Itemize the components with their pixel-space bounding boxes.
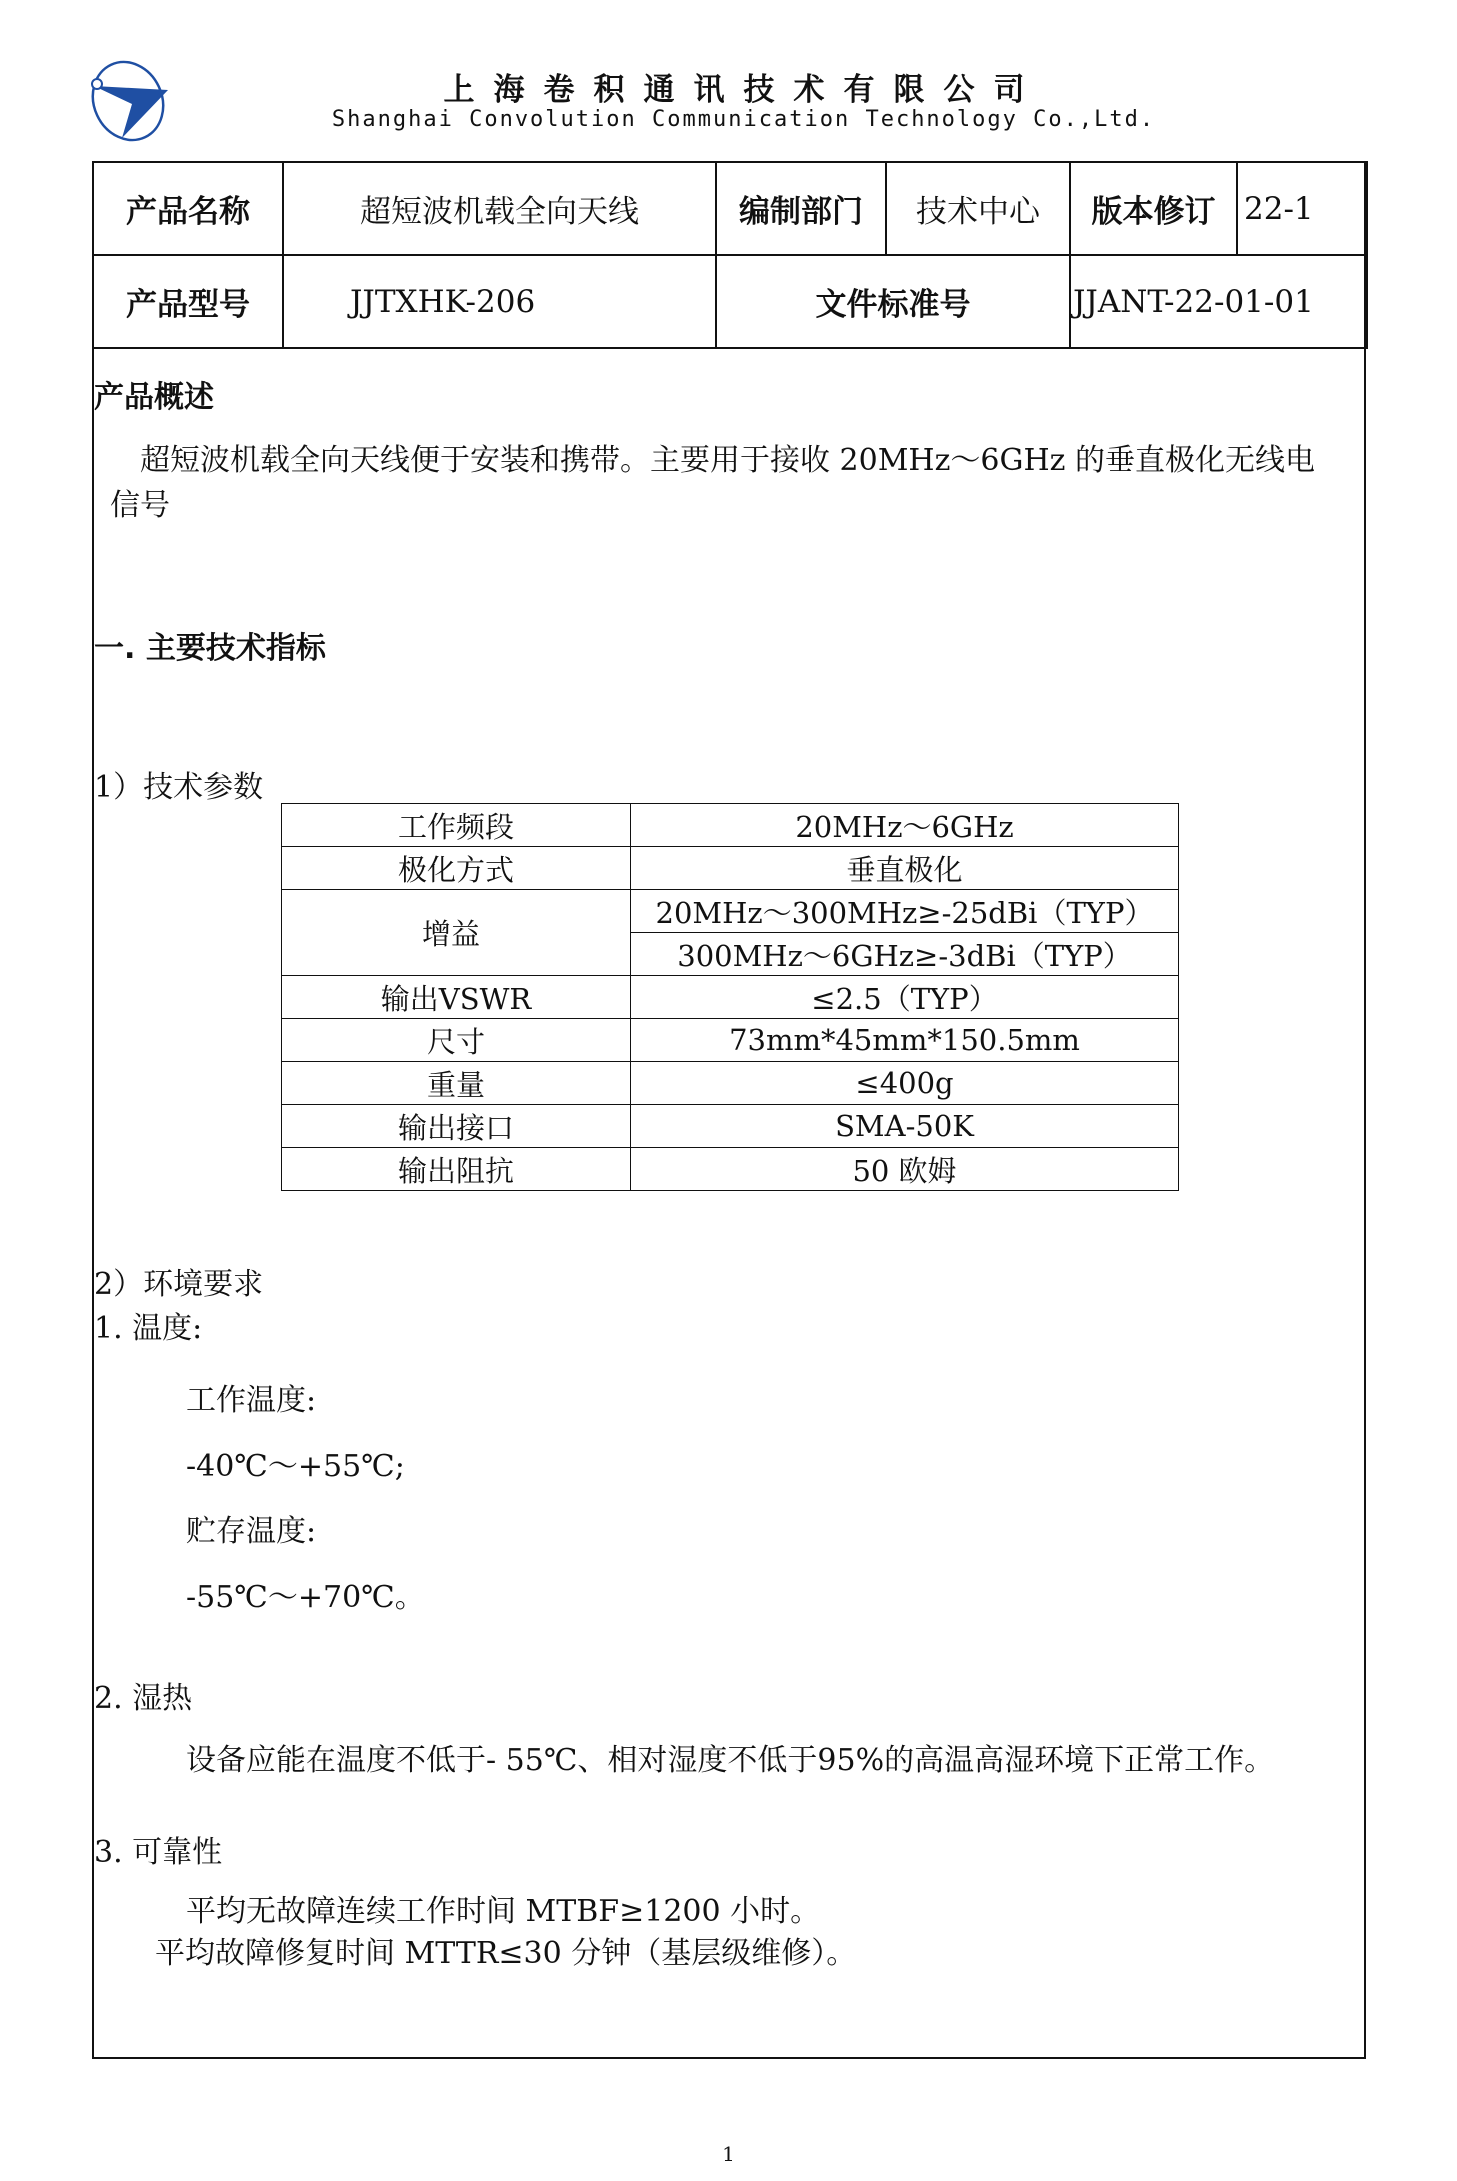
page-number: 1 (722, 2142, 735, 2166)
spec-value: 73mm*45mm*150.5mm (631, 1019, 1179, 1062)
work-temp-label: 工作温度: (186, 1383, 317, 1418)
table-row (282, 847, 1179, 890)
model-value: JJTXHK-206 (283, 255, 716, 348)
table-row (282, 1105, 1179, 1148)
doc-number-value: JJANT-22-01-01 (1070, 255, 1367, 348)
company-name-cn: 上海卷积通讯技术有限公司 (443, 72, 1044, 108)
spec-label: 极化方式 (282, 847, 631, 890)
revision-label: 版本修订 (1070, 162, 1237, 255)
humidity-text: 设备应能在温度不低于- 55℃、相对湿度不低于95%的高温高湿环境下正常工作。 (186, 1743, 1275, 1778)
spec-value: 20MHz～6GHz (631, 804, 1179, 847)
table-row (282, 890, 1179, 933)
spec-label: 重量 (282, 1062, 631, 1105)
spec-label: 输出VSWR (282, 976, 631, 1019)
overview-text-line2: 信号 (110, 488, 170, 523)
dept-label: 编制部门 (716, 162, 886, 255)
spec-value: 20MHz～300MHz≥-25dBi（TYP） (631, 890, 1179, 933)
table-row (282, 976, 1179, 1019)
mttr-text: 平均故障修复时间 MTTR≤30 分钟（基层级维修）。 (155, 1936, 857, 1971)
spec-value: 50 欧姆 (631, 1148, 1179, 1191)
section-title-main-specs: 一. 主要技术指标 (94, 631, 326, 666)
product-name-label: 产品名称 (93, 162, 283, 255)
page-header (0, 0, 1457, 150)
env-title: 2）环境要求 (94, 1267, 264, 1302)
spec-label: 尺寸 (282, 1019, 631, 1062)
spec-value: 垂直极化 (631, 847, 1179, 890)
work-temp-value: -40℃～+55℃; (186, 1449, 405, 1484)
mtbf-text: 平均无故障连续工作时间 MTBF≥1200 小时。 (186, 1894, 821, 1929)
table-row (282, 1062, 1179, 1105)
overview-title: 产品概述 (94, 380, 214, 415)
company-name-en: Shanghai Convolution Communication Technology Co.,Ltd. (331, 107, 1156, 132)
store-temp-label: 贮存温度: (186, 1514, 317, 1549)
revision-value: 22-1 (1237, 162, 1367, 255)
humidity-title: 2. 湿热 (94, 1681, 193, 1716)
doc-number-label: 文件标准号 (716, 255, 1070, 348)
model-label: 产品型号 (93, 255, 283, 348)
table-row (282, 1148, 1179, 1191)
temperature-title: 1. 温度: (94, 1311, 203, 1346)
spec-label: 工作频段 (282, 804, 631, 847)
spec-value: SMA-50K (631, 1105, 1179, 1148)
spec-value: 300MHz～6GHz≥-3dBi（TYP） (631, 933, 1179, 976)
spec-label: 输出接口 (282, 1105, 631, 1148)
spec-label: 输出阻抗 (282, 1148, 631, 1191)
reliability-title: 3. 可靠性 (94, 1835, 223, 1870)
table-row (282, 804, 1179, 847)
store-temp-value: -55℃～+70℃。 (186, 1580, 425, 1615)
spec-value: ≤2.5（TYP） (631, 976, 1179, 1019)
spec-value: ≤400g (631, 1062, 1179, 1105)
table-row (282, 1019, 1179, 1062)
product-info-table (92, 161, 1368, 349)
params-title: 1）技术参数 (94, 770, 264, 805)
spec-table (281, 803, 1179, 1191)
spec-label: 增益 (282, 890, 631, 976)
product-name-value: 超短波机载全向天线 (283, 162, 716, 255)
overview-text-line1: 超短波机载全向天线便于安装和携带。主要用于接收 20MHz～6GHz 的垂直极化无线电 (140, 443, 1315, 478)
dept-value: 技术中心 (886, 162, 1070, 255)
